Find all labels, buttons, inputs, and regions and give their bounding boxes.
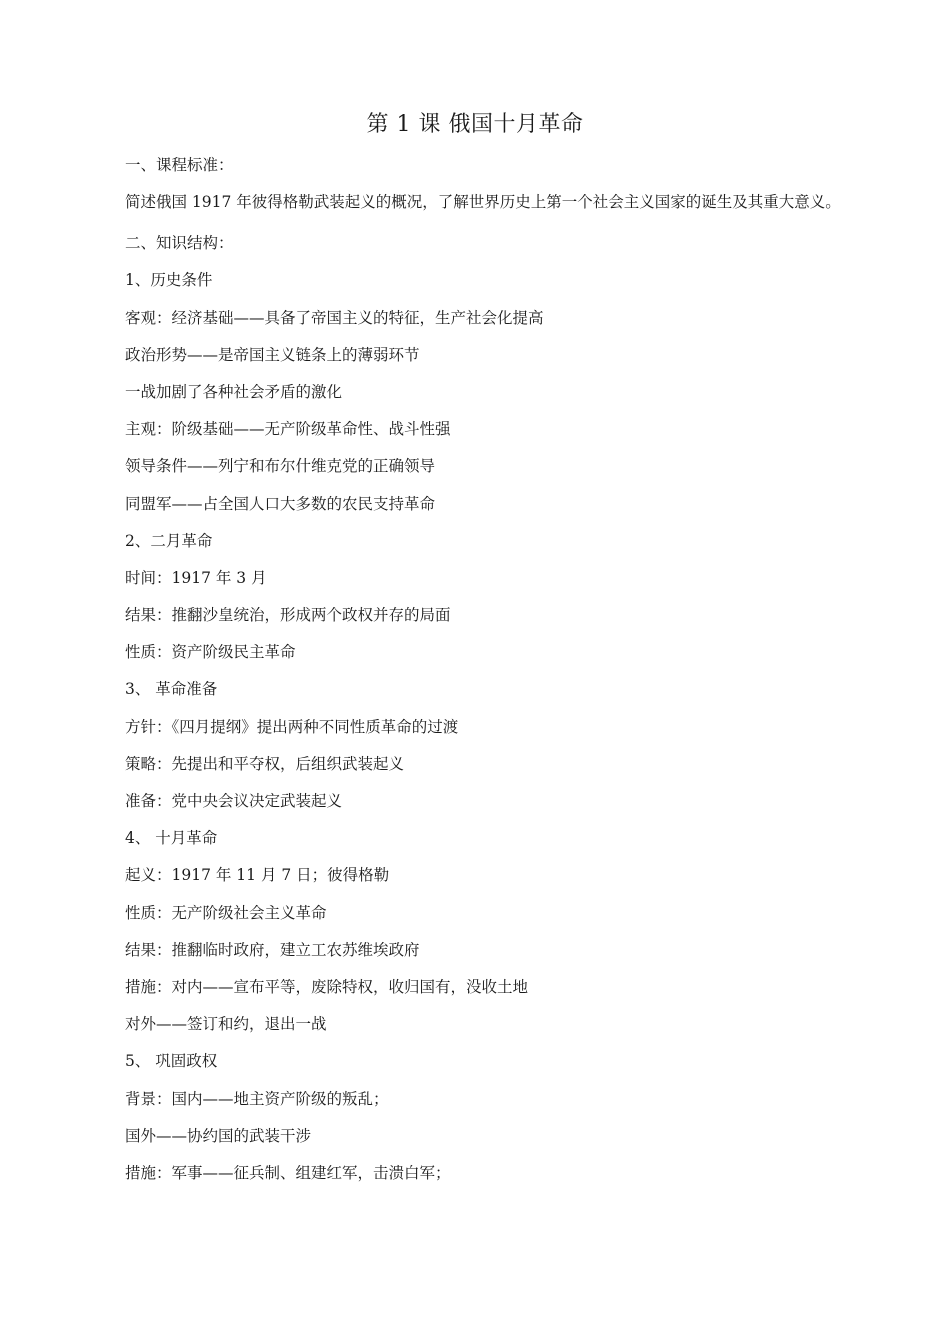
subheading-revolution-preparation: 3、 革命准备: [125, 680, 218, 699]
text-line: 策略：先提出和平夺权，后组织武装起义: [125, 754, 405, 773]
text-line: 性质：无产阶级社会主义革命: [125, 903, 327, 922]
section-heading-knowledge-structure: 二、知识结构：: [125, 234, 234, 253]
text-line: 对外——签订和约，退出一战: [125, 1015, 327, 1034]
text-line: 客观：经济基础——具备了帝国主义的特征，生产社会化提高: [125, 308, 544, 327]
text-line: 政治形势——是帝国主义链条上的薄弱环节: [125, 345, 420, 364]
section-heading-curriculum-standard: 一、课程标准：: [125, 156, 234, 174]
text-line: 结果：推翻沙皇统治，形成两个政权并存的局面: [125, 606, 451, 625]
text-line: 主观：阶级基础——无产阶级革命性、战斗性强: [125, 420, 451, 439]
text-line: 国外——协约国的武装干涉: [125, 1126, 312, 1145]
curriculum-standard-paragraph: 简述俄国 1917 年彼得格勒武装起义的概况，了解世界历史上第一个社会主义国家的诞生及其重大意义。: [125, 193, 841, 212]
text-line: 时间：1917 年 3 月: [125, 568, 267, 587]
subheading-historical-conditions: 1、历史条件: [125, 271, 213, 290]
subheading-february-revolution: 2、二月革命: [125, 531, 213, 550]
text-line: 准备：党中央会议决定武装起义: [125, 792, 343, 810]
text-line: 一战加剧了各种社会矛盾的激化: [125, 382, 343, 401]
subheading-consolidating-power: 5、 巩固政权: [125, 1052, 218, 1071]
text-line: 同盟军——占全国人口大多数的农民支持革命: [125, 494, 436, 513]
text-line: 起义：1917 年 11 月 7 日；彼得格勒: [125, 866, 390, 885]
text-line: 措施：对内——宣布平等，废除特权，收归国有，没收土地: [125, 977, 529, 996]
text-line: 领导条件——列宁和布尔什维克党的正确领导: [125, 457, 436, 476]
text-line: 性质：资产阶级民主革命: [125, 643, 296, 662]
subheading-october-revolution: 4、 十月革命: [125, 829, 218, 848]
text-line: 背景：国内——地主资产阶级的叛乱；: [125, 1089, 389, 1108]
lesson-title: 第 1 课 俄国十月革命: [366, 112, 584, 137]
text-line: 结果：推翻临时政府，建立工农苏维埃政府: [125, 940, 420, 959]
text-line: 措施：军事——征兵制、组建红军，击溃白军；: [125, 1163, 451, 1182]
lesson-body: [93, 152, 863, 1197]
text-line: 方针：《四月提纲》提出两种不同性质革命的过渡: [125, 717, 459, 736]
